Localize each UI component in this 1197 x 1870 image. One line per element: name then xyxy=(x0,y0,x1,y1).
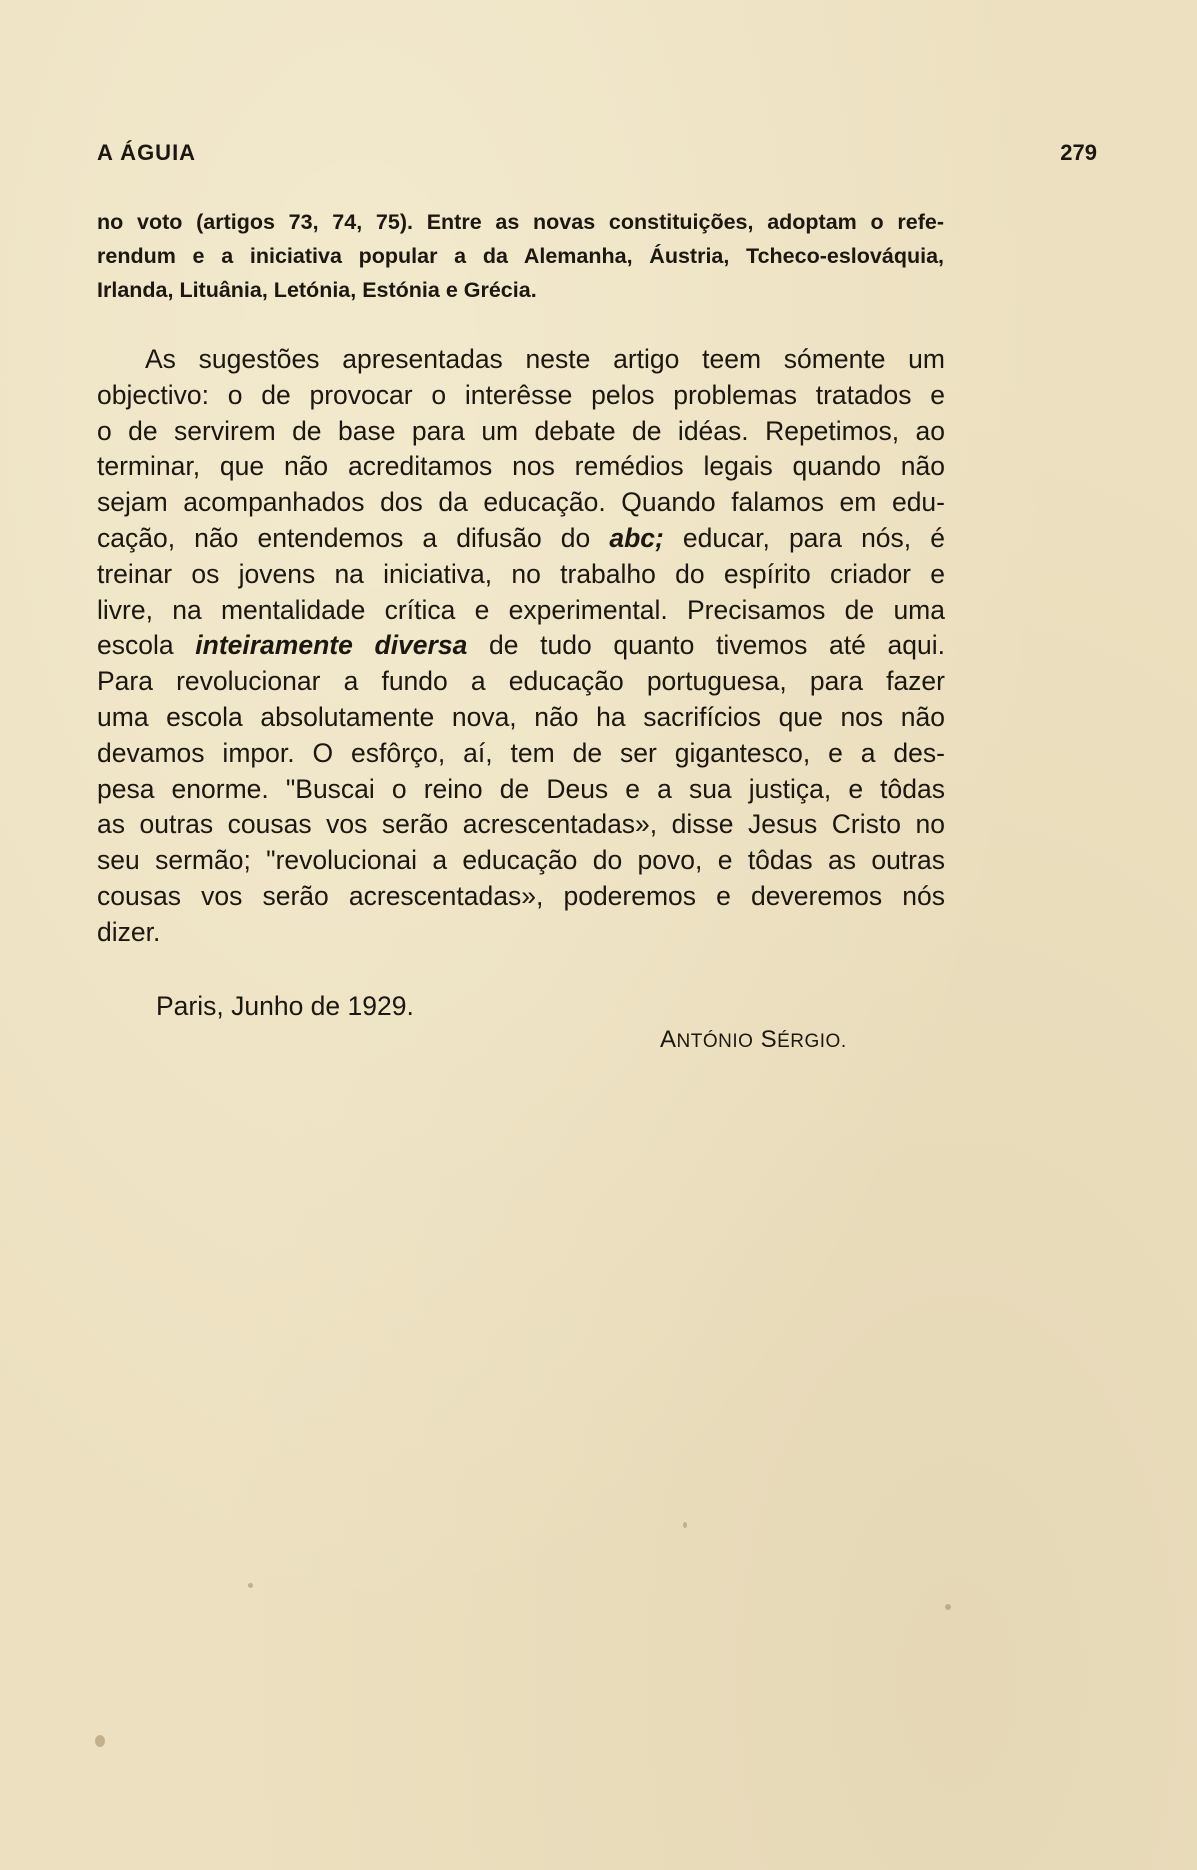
text-run: de tudo quanto tivemos até aqui. xyxy=(467,630,945,661)
text-line: dizer. xyxy=(97,916,161,947)
text-line: seu sermão; "revolucionai a educação do povo, e tôdas as outras xyxy=(97,845,945,876)
paper-speck xyxy=(95,1735,105,1747)
text-line: Irlanda, Lituânia, Letónia, Estónia e Grécia. xyxy=(97,278,537,302)
page-number: 279 xyxy=(1060,140,1097,165)
body-paragraph xyxy=(97,342,945,951)
text-line xyxy=(97,628,945,664)
author-signature xyxy=(660,1026,847,1054)
text-line: sejam acompanhados dos da educação. Quando falamos em edu- xyxy=(97,487,945,518)
running-header xyxy=(97,140,1097,170)
signature-initial: S xyxy=(753,1026,778,1053)
signature-initial: A xyxy=(660,1026,677,1053)
text-line: rendum e a iniciativa popular a da Alemanha, Áustria, Tcheco-eslováquia, xyxy=(97,244,944,268)
place-date: Paris, Junho de 1929. xyxy=(156,991,414,1021)
emphasis-text: abc; xyxy=(609,522,664,553)
paper-speck xyxy=(945,1604,951,1610)
text-line: terminar, que não acreditamos nos remédios legais quando não xyxy=(97,451,945,482)
text-line: as outras cousas vos serão acrescentadas», disse Jesus Cristo no xyxy=(97,809,945,840)
text-run: educar, para nós, é xyxy=(663,522,945,553)
text-line: As sugestões apresentadas neste artigo teem sómente um xyxy=(145,344,945,374)
emphasis-text: inteiramente diversa xyxy=(195,630,468,661)
text-line xyxy=(97,521,945,557)
text-line: objectivo: o de provocar o interêsse pelos problemas tratados e xyxy=(97,379,945,410)
text-line: devamos impor. O esfôrço, aí, tem de ser gigantesco, e a des- xyxy=(97,737,945,768)
text-line: Para revolucionar a fundo a educação portuguesa, para fazer xyxy=(97,666,945,697)
text-line: cousas vos serão acrescentadas», poderemos e deveremos nós xyxy=(97,880,945,911)
paper-speck xyxy=(248,1583,253,1588)
text-line: o de servirem de base para um debate de idéas. Repetimos, ao xyxy=(97,415,945,446)
text-run: escola xyxy=(97,630,196,661)
signature-text: ÉRGIO. xyxy=(777,1031,847,1052)
text-run: cação, não entendemos a difusão do xyxy=(97,522,610,553)
text-line: no voto (artigos 73, 74, 75). Entre as novas constituições, adoptam o refe- xyxy=(97,210,944,234)
journal-title: A ÁGUIA xyxy=(97,140,197,165)
footnote-paragraph xyxy=(97,205,944,307)
signature-text: NTÓNIO xyxy=(676,1031,754,1052)
paper-speck xyxy=(683,1522,687,1528)
text-line: treinar os jovens na iniciativa, no trabalho do espírito criador e xyxy=(97,558,945,589)
text-line: pesa enorme. "Buscai o reino de Deus e a sua justiça, e tôdas xyxy=(97,773,945,804)
text-line: uma escola absolutamente nova, não ha sacrifícios que nos não xyxy=(97,701,945,732)
text-line: livre, na mentalidade crítica e experimental. Precisamos de uma xyxy=(97,594,945,625)
